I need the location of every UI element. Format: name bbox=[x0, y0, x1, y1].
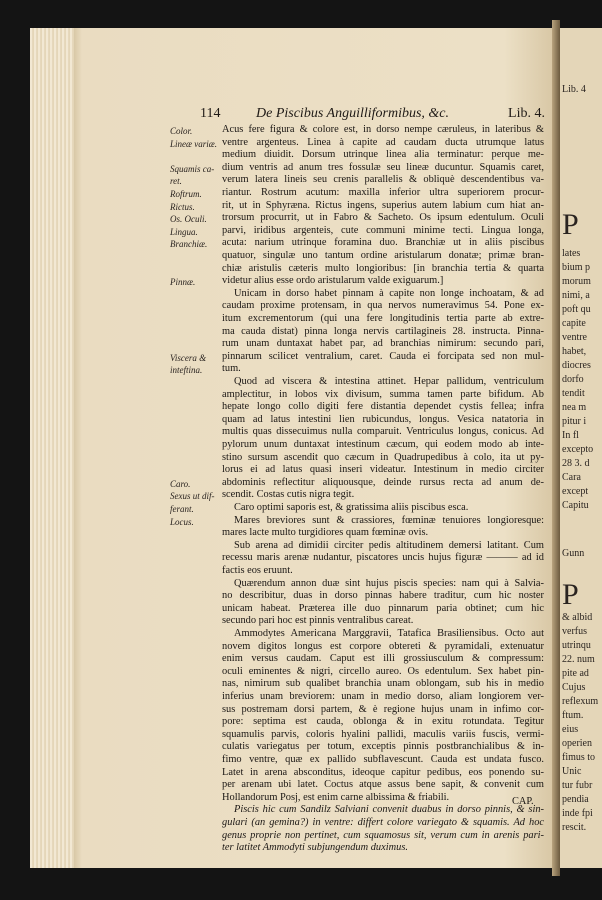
margin-note: Pinnæ. bbox=[170, 277, 196, 288]
text-line: genus proprie non pertinet, cum squamosus sit, verum cum in arenis pari- bbox=[222, 829, 544, 841]
facing-page-fragment: & albid bbox=[562, 612, 593, 623]
book-number: Lib. 4. bbox=[508, 106, 545, 121]
text-line: oculi eminentes & nigri, circello aureo. Os edentulum. Sex habet pin- bbox=[222, 665, 544, 677]
text-line: quam ad latus intestini lien rubicundus, longus. Vesica natatoria in bbox=[222, 413, 544, 425]
facing-page-fragment: pitur i bbox=[562, 416, 587, 427]
text-line: parvi, iridibus argenteis, cute communi minime tecti. Lingua longa, bbox=[222, 224, 544, 236]
facing-page-fragment: verfus bbox=[562, 626, 587, 637]
text-line: Latet in arena absconditus, ideoque capitur pedibus, eos ponendo su- bbox=[222, 766, 544, 778]
text-line: Hollandorum Posj, est enim carne albissima & friabili. bbox=[222, 791, 450, 803]
text-line: caudam proxime protensam, in qua nervos numeravimus 54. Pone ex- bbox=[222, 300, 544, 312]
facing-page-fragment: Lib. 4 bbox=[562, 84, 586, 95]
text-line: gulari (an gemina?) in ventre: differt colore variegato & squamis. Ad hoc bbox=[222, 817, 544, 828]
text-line: pinnarum scilicet ventralium, caret. Cauda ei forcipata sed non mul- bbox=[222, 350, 544, 362]
text-line: unicam habeat. Præterea ille duo pinnarum paria obtinet; cum hic bbox=[222, 602, 544, 614]
facing-page-fragment: except bbox=[562, 486, 589, 497]
text-line: rit, ut in Sphyræna. Rictus ingens, superius autem labium cum hiat an- bbox=[222, 199, 544, 211]
text-line: tum. bbox=[222, 363, 241, 375]
facing-page-fragment: Gunn bbox=[562, 548, 585, 559]
facing-page-fragment: pite ad bbox=[562, 668, 589, 679]
text-line: mares lacte multo turgidiores quam fœminæ ovis. bbox=[222, 527, 429, 539]
text-line: trorsum procurrit, ut in Fabro & Sacheto. Os ipsum edentulum. Oculi bbox=[222, 212, 544, 224]
text-line: recessu maris arenæ nudantur, piscatores uncis hujus figuræ ——— ad id bbox=[222, 552, 544, 564]
facing-page-fragment: Cara bbox=[562, 472, 581, 483]
text-line: enim versus caudam. Caput est illi grossiusculum & compressum: bbox=[222, 653, 544, 665]
text-line: per arenam ubi latet. Coctus atque assus bene sapit, & convenit cum bbox=[222, 779, 544, 791]
facing-page-fragment: capite bbox=[562, 318, 586, 329]
margin-note: Lingua. bbox=[170, 226, 198, 237]
text-line: acuta: narium utrinque foramina duo. Branchiæ ut in aliis piscibus bbox=[222, 237, 544, 249]
facing-page-fragment: lates bbox=[562, 248, 581, 259]
text-line: stino sursum ascendit quo cæcum in Quadrupedibus à colo, ita ut py- bbox=[222, 451, 544, 463]
margin-note: Rictus. bbox=[170, 201, 195, 212]
text-line: culatis variegatus per totum, exceptis pinnis postbranchialibus & in- bbox=[222, 741, 544, 753]
margin-note: ferant. bbox=[170, 504, 194, 514]
text-line: chiæ aristulis cæteris multo longioribus: [in branchia tertia & quarta bbox=[222, 262, 544, 274]
facing-page-fragment: utrinqu bbox=[562, 640, 591, 651]
text-line: Caro optimi saporis est, & gratissima aliis piscibus esca. bbox=[234, 502, 469, 513]
margin-note: ret. bbox=[170, 176, 182, 187]
facing-page-fragment: tendit bbox=[562, 388, 585, 399]
facing-page-fragment: operien bbox=[562, 738, 592, 749]
facing-page-fragment: Cujus bbox=[562, 682, 586, 693]
margin-note: Sexus ut dif- bbox=[170, 491, 215, 502]
text-line: ventre argenteus. Linea à capite ad caudam ducta utrumque latus bbox=[222, 136, 544, 148]
text-line: medium diuidit. Dorsum utrinque linea alia terminatur: perque me- bbox=[222, 149, 544, 161]
text-line: pore: septima est cauda, oblonga & in exitu rotundata. Tegitur bbox=[222, 716, 544, 728]
facing-page-fragment: In fl bbox=[562, 430, 579, 441]
facing-page-fragment: poft qu bbox=[562, 304, 591, 315]
text-line: Quod ad viscera & intestina attinet. Hepar pallidum, ventriculum bbox=[234, 376, 544, 387]
text-line: multis quas dissecuimus nulla comparuit. Ventriculus longus, conicus. Ad bbox=[222, 426, 544, 438]
running-head: De Piscibus Anguilliformibus, &c. bbox=[256, 106, 450, 121]
facing-page-fragment: reflexum bbox=[562, 696, 599, 707]
text-line: Sub arena ad dimidii circiter pedis altitudinem demersi latitant. Cum bbox=[234, 539, 544, 551]
text-line: novem digitos longus est corpore obtereti & pyramidali, extenuatur bbox=[222, 640, 544, 652]
text-line: ter latitet Ammodyti subjungendum duximus. bbox=[222, 842, 408, 854]
facing-page-fragment: Unic bbox=[562, 766, 582, 777]
facing-page-fragment: inde fpi bbox=[562, 808, 593, 819]
margin-note: Os. Oculi. bbox=[170, 214, 207, 225]
facing-page-fragment: P bbox=[562, 208, 579, 241]
text-line: nas, nimirum sub qualibet branchia unam oblongam, sub his in medio bbox=[222, 678, 544, 690]
facing-page-fragment: eius bbox=[562, 724, 579, 735]
margin-note: Viscera & bbox=[170, 352, 207, 363]
facing-page-fragment: nea m bbox=[562, 402, 587, 413]
margin-note: Squamis ca- bbox=[170, 163, 215, 174]
facing-page-fragment: diocres bbox=[562, 360, 591, 371]
text-line: Unicam in dorso habet pinnam à capite non longe inchoatam, & ad bbox=[234, 287, 544, 299]
text-line: riantur. Rostrum acutum: maxilla inferior ultra superiorem procur- bbox=[222, 187, 544, 198]
facing-page-fragment: Capitu bbox=[562, 500, 589, 511]
text-line: ma cauda distat) pinna longa nervis cartilagineis 28. instructa. Pinna- bbox=[222, 325, 544, 337]
text-line: amplectitur, in lobos vix divisum, summa tamen parte bifidum. Ab bbox=[222, 388, 544, 400]
text-line: Acus fere figura & colore est, in dorso nempe cæruleus, in lateribus & bbox=[222, 124, 544, 135]
facing-page-fragment: habet, bbox=[562, 346, 587, 357]
facing-page-fragment: ftum. bbox=[562, 710, 584, 721]
text-line: sus postremam dorsi partem, & è regione hujus unam in infimo cor- bbox=[222, 703, 544, 715]
text-line: factis eos eruunt. bbox=[222, 565, 293, 576]
page-number: 114 bbox=[200, 106, 221, 121]
facing-page-fragment: P bbox=[562, 578, 579, 611]
text-line: dium ventris ad anum tres fossulæ seu lineæ ducuntur. Squamis caret, bbox=[222, 161, 544, 173]
text-line: Mares breviores sunt & crassiores, fœminæ tenuiores longioresque: bbox=[234, 514, 544, 526]
facing-page-fragment: bium p bbox=[562, 262, 591, 273]
facing-page-fragment: morum bbox=[562, 276, 591, 287]
facing-page-fragment: 22. num bbox=[562, 654, 595, 665]
text-line: itum excrementorum (qui una fere longitudinis tertia parte ab extre- bbox=[222, 313, 544, 324]
text-line: pylorum unum duntaxat intestinum cæcum, qui eodem modo ab inte- bbox=[222, 439, 544, 450]
text-line: Quærendum annon duæ sint hujus piscis species: nam qui à Salvia- bbox=[234, 577, 544, 589]
text-line: scendit. Costas cutis nigra tegit. bbox=[222, 489, 355, 501]
margin-note: Branchiæ. bbox=[170, 239, 208, 250]
margin-note: Caro. bbox=[170, 478, 191, 489]
text-line: videtur alius esse ordo aristularum valde exiguarum.] bbox=[222, 275, 444, 287]
facing-page-fragment: rescit. bbox=[562, 822, 587, 833]
text-line: fimo ventre, quæ ex pallido subflavescunt. Cauda est undata fusco. bbox=[222, 754, 544, 765]
facing-page bbox=[560, 28, 602, 868]
margin-note: Locus. bbox=[170, 516, 194, 527]
facing-page-fragment: ventre bbox=[562, 332, 587, 343]
text-line: secundo pari hoc est pinnis ventralibus careat. bbox=[222, 615, 414, 627]
text-line: no describitur, duas in dorso pinnas habere traditur, cum hic noster bbox=[222, 590, 544, 602]
text-line: rum unam duntaxat habet par, ad branchias nimirum: secundo pari, bbox=[222, 338, 544, 350]
facing-page-fragment: nimi, a bbox=[562, 290, 590, 301]
facing-page-fragment: 28 3. d bbox=[562, 458, 590, 469]
text-line: hepate longo collo digiti fere distantia dependet cystis fellea; infra bbox=[222, 401, 544, 413]
text-line: squamulis parvis, coloris hyalini pallidi, maculis variis fuscis, vermi- bbox=[222, 728, 544, 740]
margin-note: Color. bbox=[170, 126, 193, 136]
facing-page-fragment: excepto bbox=[562, 444, 594, 455]
facing-page-fragment: dorfo bbox=[562, 374, 584, 385]
gutter-shadow bbox=[552, 20, 560, 876]
margin-note: Lineæ variæ. bbox=[170, 138, 218, 149]
page-header bbox=[200, 106, 545, 124]
text-line: Piscis hic cum Sandilz Salviani convenit duabus in dorso pinnis, & sin- bbox=[234, 804, 544, 816]
text-line: lorus ei ad latus quasi inseri videatur. Intestinum in medio circiter bbox=[222, 464, 544, 476]
catchword: CAP. bbox=[512, 796, 534, 807]
text-line: abdominis reflectitur aliquousque, deinde rursus recta ad anum de- bbox=[222, 476, 544, 488]
page-edges bbox=[30, 28, 74, 868]
text-line: verum latera lineis seu crenis parallelis & obliquè descendentibus va- bbox=[222, 174, 544, 186]
facing-page-fragment: pendia bbox=[562, 794, 589, 805]
text-line: inferius unam breviorem: unam in medio dorso, aliam longiorem ver- bbox=[222, 691, 544, 702]
margin-note: Roftrum. bbox=[170, 189, 202, 199]
facing-page-fragment: tur fubr bbox=[562, 780, 593, 791]
facing-page-fragment: fimus to bbox=[562, 752, 596, 763]
text-line: quatuor, singulæ uno tantum ordine aristularum donatæ; primæ bran- bbox=[222, 250, 544, 261]
text-line: Ammodytes Americana Marggravii, Tatafica Brasiliensibus. Octo aut bbox=[234, 628, 544, 639]
margin-note: inteftina. bbox=[170, 365, 203, 376]
